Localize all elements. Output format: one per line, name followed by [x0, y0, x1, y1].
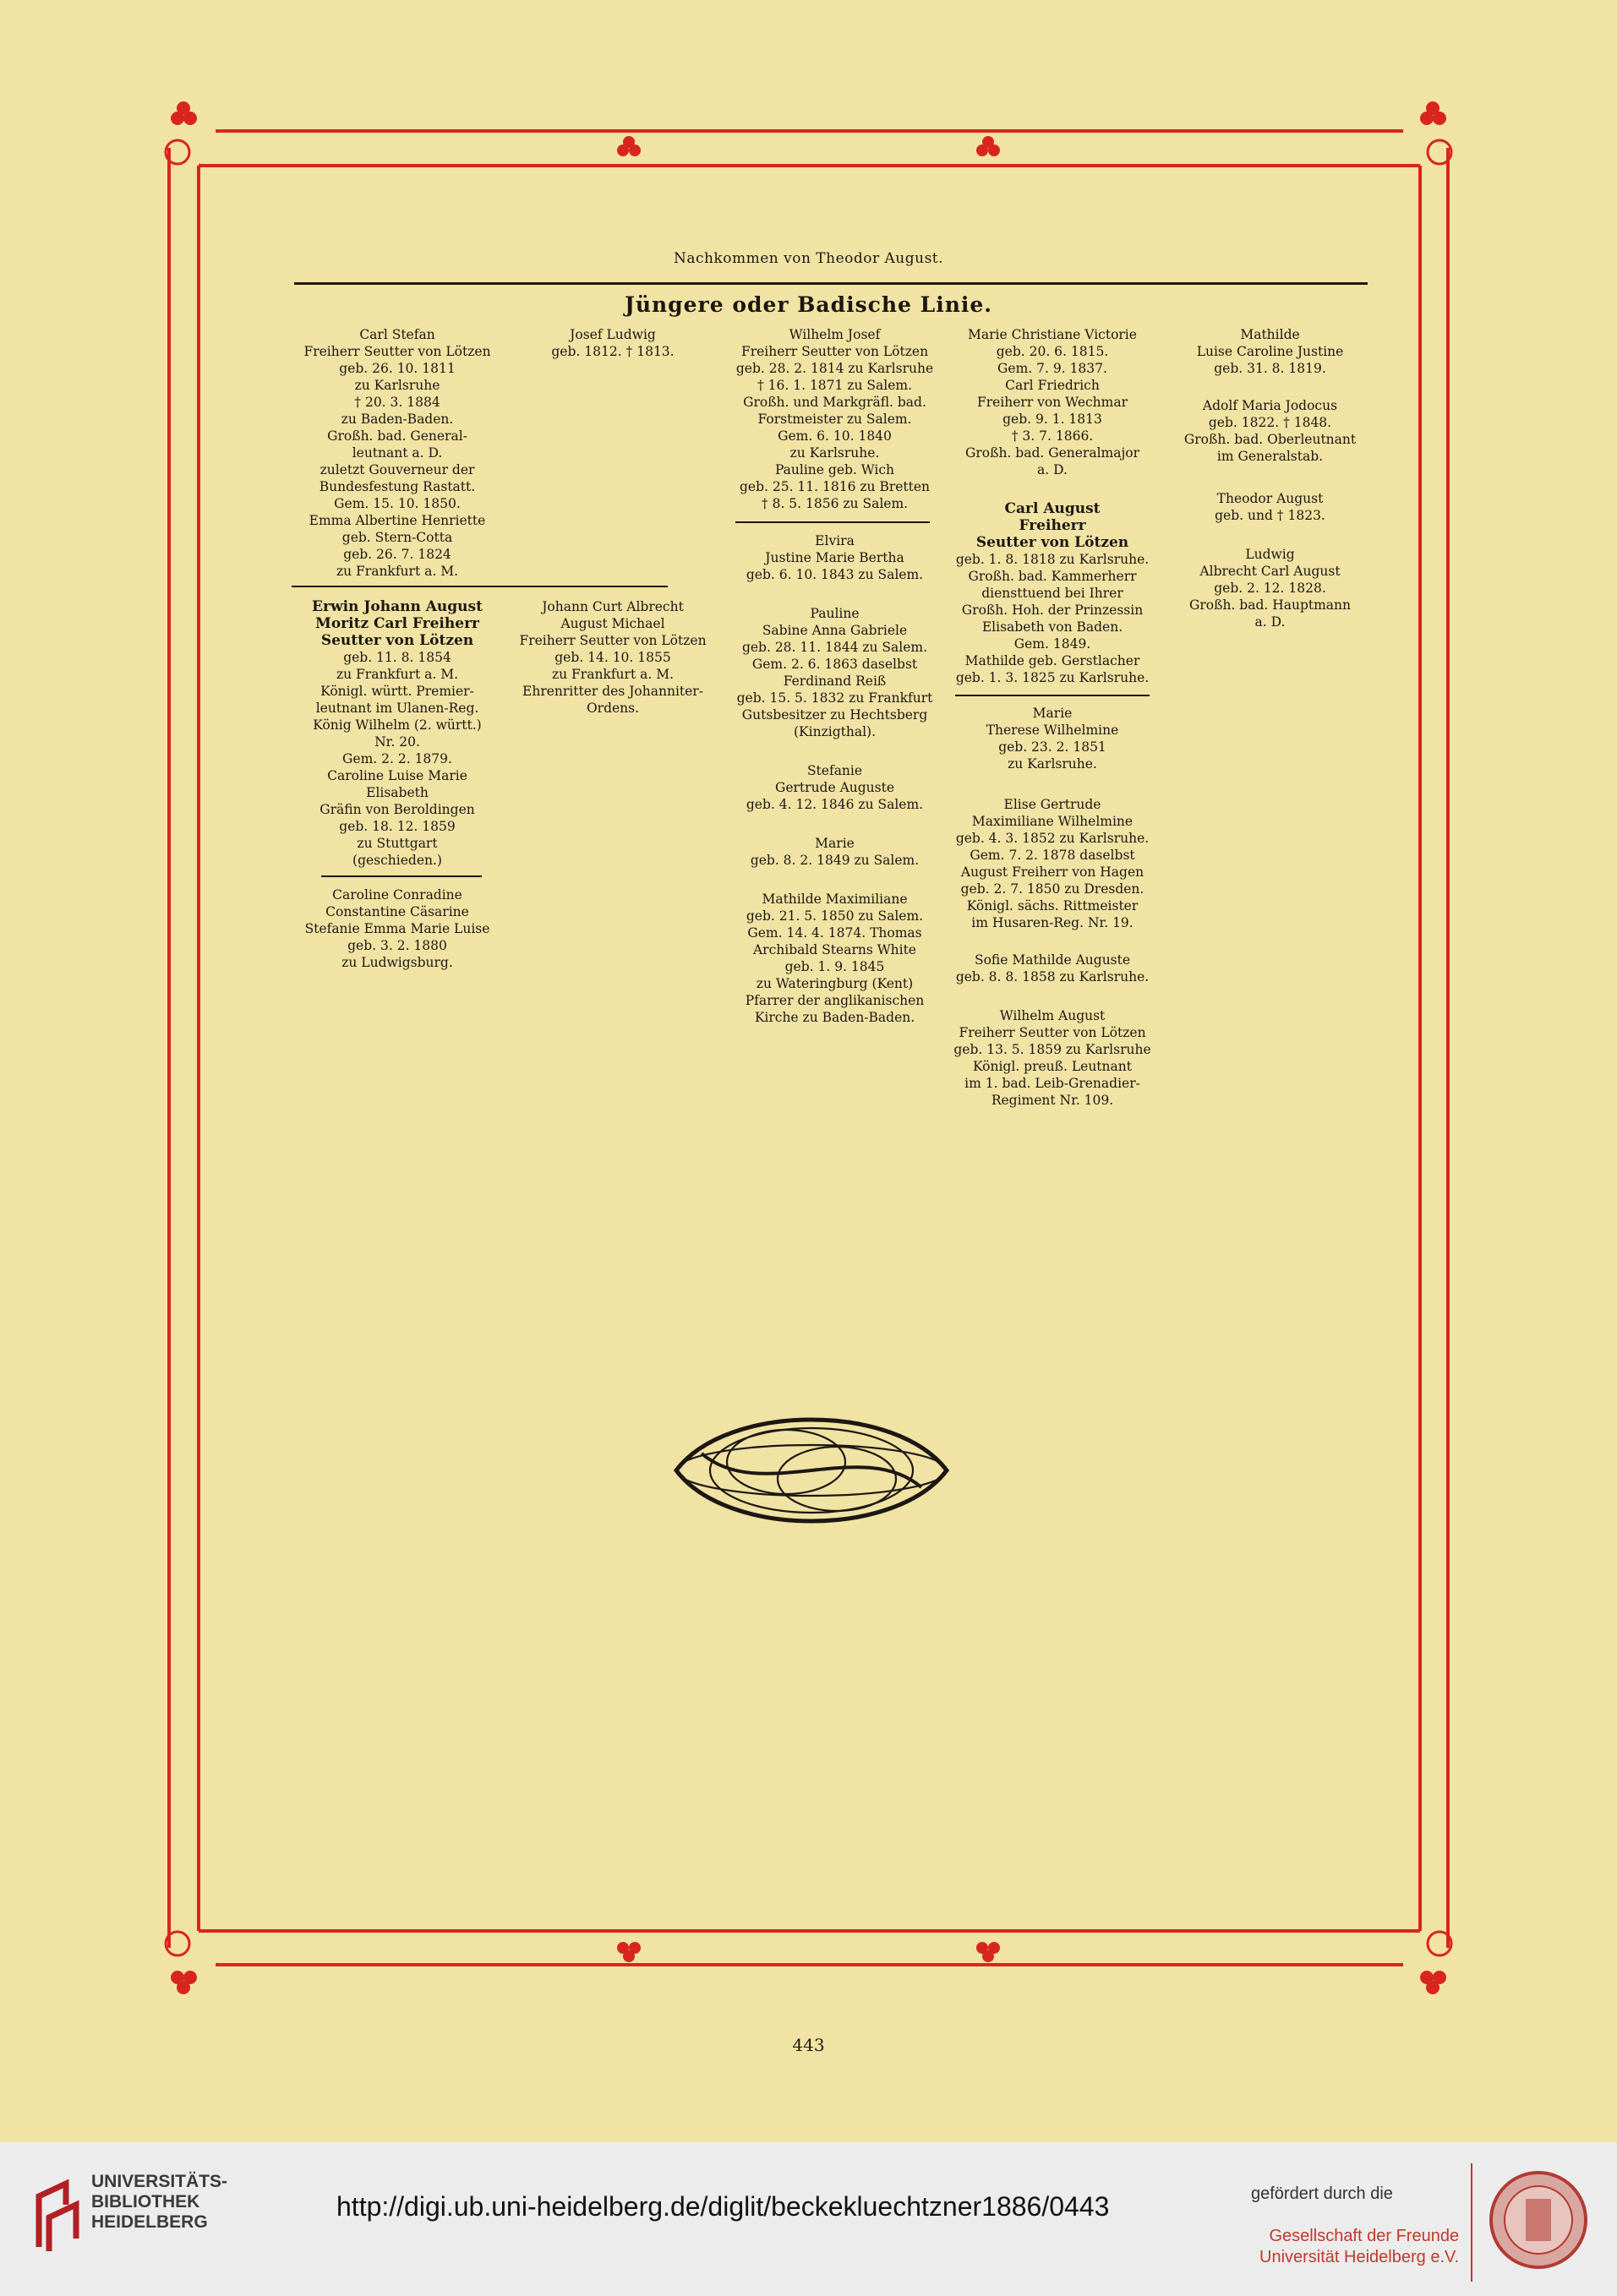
- entry-carl-august-title: Carl August Freiherr Seutter von Lötzen: [975, 500, 1129, 551]
- page-number: 443: [792, 2035, 825, 2055]
- entry-erwin-title: Erwin Johann August Moritz Carl Freiherr Seutter von Lötzen: [312, 598, 483, 649]
- rule-gen3-left: [292, 586, 668, 587]
- header-rule: [294, 282, 1368, 285]
- permalink-url[interactable]: http://digi.ub.uni-heidelberg.de/diglit/beckekluechtzner1886/0443: [336, 2191, 1110, 2222]
- entry-marie-1849: Marie geb. 8. 2. 1849 zu Salem.: [750, 836, 920, 868]
- entry-carl-august-details: geb. 1. 8. 1818 zu Karlsruhe. Großh. bad. Kammerherr diensttuend bei Ihrer Großh. Hoh. der Prinzessin Elisabeth von Baden. Gem. 1849. Mathilde geb. Gerstlacher geb. 1. 3. 1825 zu Karlsruhe.: [955, 552, 1150, 685]
- entry-adolf-maria: Adolf Maria Jodocus geb. 1822. † 1848. Großh. bad. Oberleutnant im Generalstab.: [1183, 398, 1357, 464]
- library-logo-icon: [32, 2179, 83, 2255]
- entry-elvira: Elvira Justine Marie Bertha geb. 6. 10. 1843 zu Salem.: [746, 533, 924, 582]
- sponsor-name: Gesellschaft der Freunde Universität Heidelberg e.V.: [1259, 2227, 1460, 2266]
- entry-wilhelm-august: Wilhelm August Freiherr Seutter von Lötzen geb. 13. 5. 1859 zu Karlsruhe Königl. preuß. Leutnant im 1. bad. Leib-Grenadier- Regiment Nr. 109.: [953, 1008, 1151, 1108]
- entry-mathilde-luise: Mathilde Luise Caroline Justine geb. 31. 8. 1819.: [1196, 327, 1344, 376]
- entry-ludwig: Ludwig Albrecht Carl August geb. 2. 12. 1828. Großh. bad. Hauptmann a. D.: [1188, 547, 1352, 630]
- entry-elise-gertrude: Elise Gertrude Maximiliane Wilhelmine geb. 4. 3. 1852 zu Karlsruhe. Gem. 7. 2. 1878 daselbst August Freiherr von Hagen geb. 2. 7. 1850 zu Dresden. Königl. sächs. Rittmeister im Husaren-Reg. Nr. 19.: [955, 797, 1150, 930]
- entry-marie-christiane: Marie Christiane Victorie geb. 20. 6. 1815. Gem. 7. 9. 1837. Carl Friedrich Freiherr von Wechmar geb. 9. 1. 1813 † 3. 7. 1866. Großh. bad. Generalmajor a. D.: [964, 327, 1140, 477]
- entry-carl-stefan: Carl Stefan Freiherr Seutter von Lötzen geb. 26. 10. 1811 zu Karlsruhe † 20. 3. 1884 zu Baden-Baden. Großh. bad. General- leutnant a. D. zuletzt Gouverneur der Bundesfestung Rastatt. Gem. 15. 10. 1850. Emma Albertine Henriette geb. Stern-Cotta geb. 26. 7. 1824 zu Frankfurt a. M.: [303, 327, 491, 579]
- footer-divider: [1471, 2163, 1472, 2282]
- entry-johann-curt: Johann Curt Albrecht August Michael Freiherr Seutter von Lötzen geb. 14. 10. 1855 zu Frankfurt a. M. Ehrenritter des Johanniter- Ordens.: [519, 599, 707, 716]
- entry-marie-therese: Marie Therese Wilhelmine geb. 23. 2. 1851 zu Karlsruhe.: [986, 706, 1119, 772]
- rule-gen3-mid: [735, 521, 930, 523]
- section-title: Jüngere oder Badische Linie.: [624, 292, 993, 317]
- library-name: UNIVERSITÄTS- BIBLIOTHEK HEIDELBERG: [91, 2172, 228, 2232]
- rule-gen3-right: [955, 695, 1150, 696]
- entry-sofie-mathilde: Sofie Mathilde Auguste geb. 8. 8. 1858 zu Karlsruhe.: [955, 952, 1150, 984]
- running-header: Nachkommen von Theodor August.: [673, 250, 944, 267]
- entry-stefanie: Stefanie Gertrude Auguste geb. 4. 12. 1846 zu Salem.: [746, 763, 924, 812]
- rule-gen4-left: [321, 875, 482, 877]
- entry-josef-ludwig: Josef Ludwig geb. 1812. † 1813.: [551, 327, 675, 359]
- entry-caroline-conradine: Caroline Conradine Constantine Cäsarine Stefanie Emma Marie Luise geb. 3. 2. 1880 zu Ludwigsburg.: [304, 887, 490, 970]
- entry-theodor-august: Theodor August geb. und † 1823.: [1215, 491, 1325, 523]
- entry-pauline: Pauline Sabine Anna Gabriele geb. 28. 11. 1844 zu Salem. Gem. 2. 6. 1863 daselbst Ferdinand Reiß geb. 15. 5. 1832 zu Frankfurt Gutsbesitzer zu Hechtsberg (Kinzigthal).: [736, 606, 933, 739]
- entry-wilhelm-josef: Wilhelm Josef Freiherr Seutter von Lötzen geb. 28. 2. 1814 zu Karlsruhe † 16. 1. 1871 zu Salem. Großh. und Markgräfl. bad. Forstmeister zu Salem. Gem. 6. 10. 1840 zu Karlsruhe. Pauline geb. Wich geb. 25. 11. 1816 zu Bretten † 8. 5. 1856 zu Salem.: [735, 327, 934, 511]
- university-seal-icon: [1488, 2169, 1589, 2271]
- sponsor-note: gefördert durch die: [1251, 2184, 1393, 2203]
- entry-mathilde-maximiliane: Mathilde Maximiliane geb. 21. 5. 1850 zu Salem. Gem. 14. 4. 1874. Thomas Archibald Stearns White geb. 1. 9. 1845 zu Wateringburg (Kent) Pfarrer der anglikanischen Kirche zu Baden-Baden.: [745, 892, 925, 1025]
- entry-erwin-details: geb. 11. 8. 1854 zu Frankfurt a. M. Königl. württ. Premier- leutnant im Ulanen-Reg. König Wilhelm (2. württ.) Nr. 20. Gem. 2. 2. 1879. Caroline Luise Marie Elisabeth Gräfin von Beroldingen geb. 18. 12. 1859 zu Stuttgart (geschieden.): [313, 650, 482, 868]
